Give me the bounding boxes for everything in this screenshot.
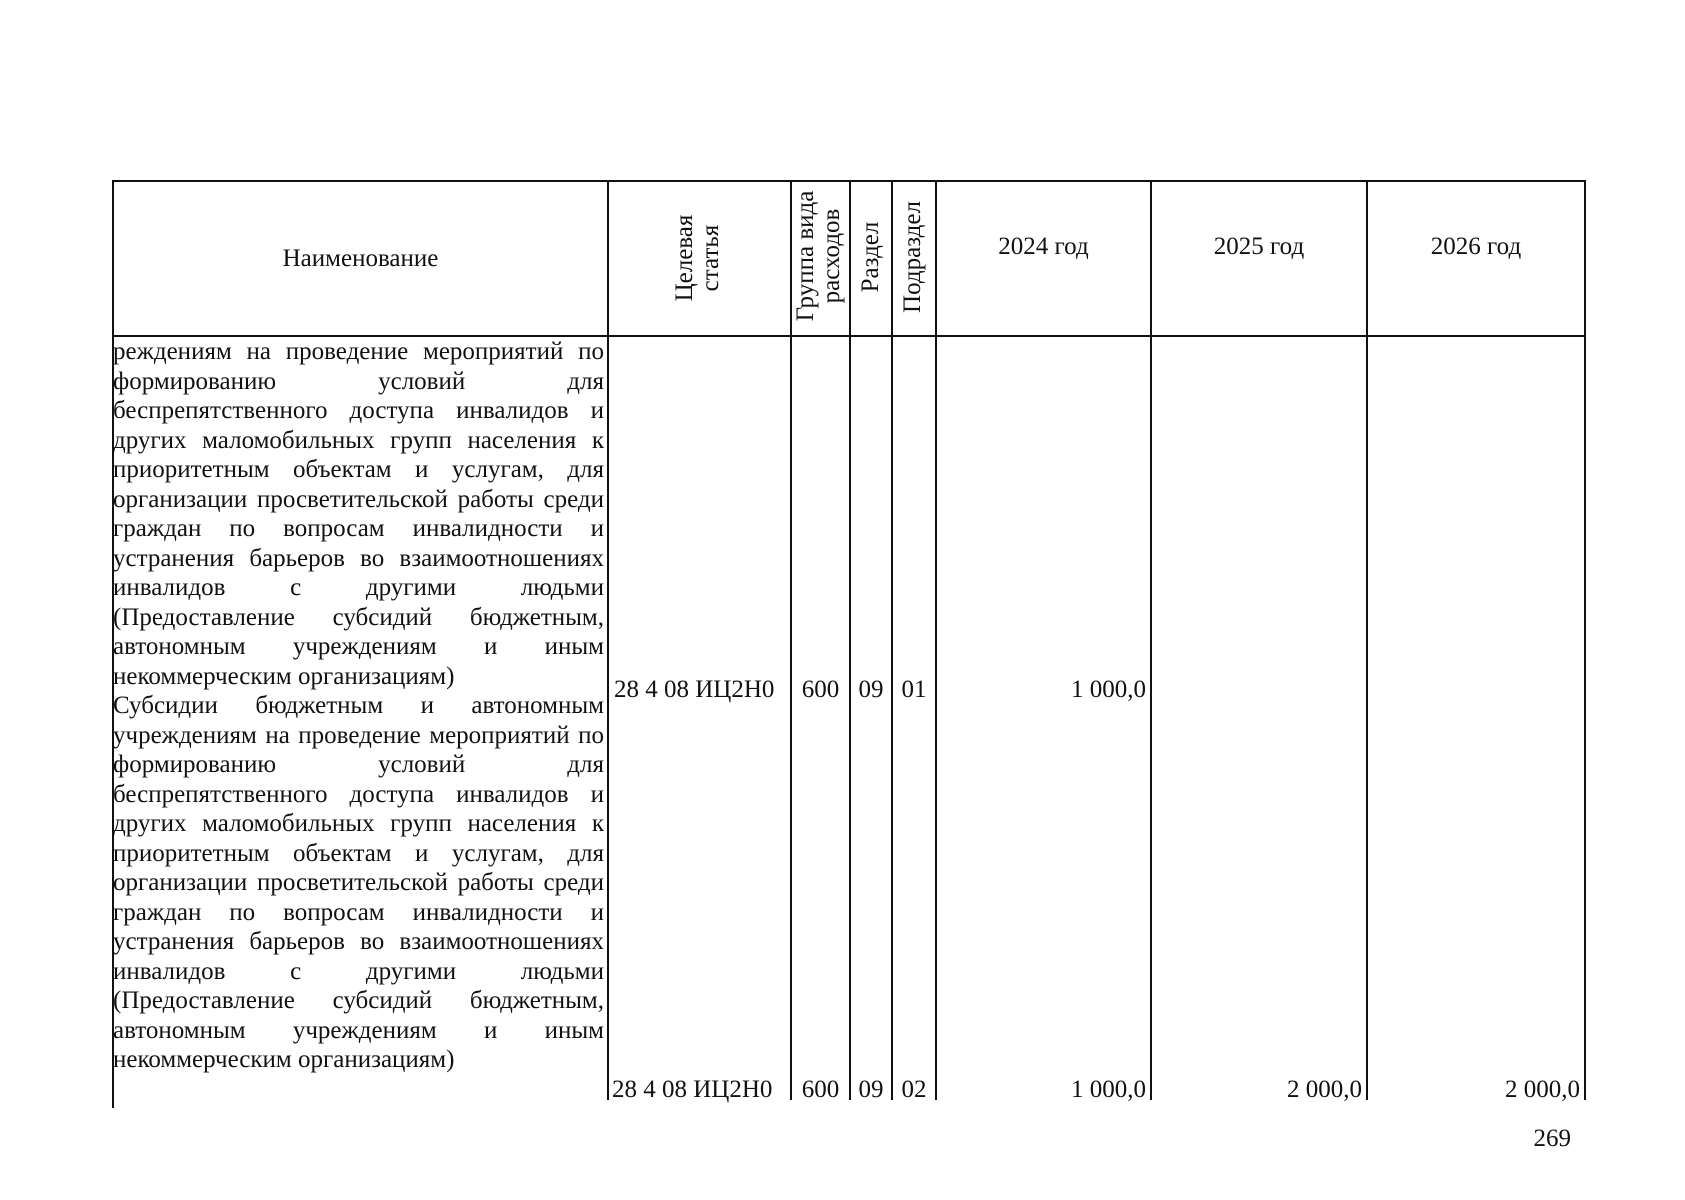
header-2026 — [1368, 182, 1584, 312]
col-border-subsection — [935, 180, 937, 1100]
header-subsection-text: Подраздел — [899, 201, 926, 313]
row-2-2026: 2 000,0 — [1505, 1076, 1580, 1103]
row-1-name: реждениям на проведение мероприятий по формированию условий для беспрепятственного доступа инвалидов и других маломобильных групп населения к приоритетным объектам и услугам, для организации просветительской работы среди граждан по вопросам инвалидности и устранения барьеров во взаимоотношениях инвалидов с другими людьми (Предоставление субсидий бюджетным, автономным учреждениям и иным некоммерческим организациям) — [113, 338, 604, 690]
header-target-article — [662, 181, 734, 335]
header-section — [856, 180, 886, 334]
row-2-section: 09 — [858, 1076, 884, 1103]
page-number: 269 — [1533, 1125, 1571, 1152]
row-2-expense-group: 600 — [801, 1076, 840, 1103]
header-section-text: Раздел — [857, 221, 884, 293]
col-border-group — [849, 180, 851, 1100]
header-name — [114, 182, 607, 335]
row-2-target-article: 28 4 08 ИЦ2Н0 — [612, 1076, 773, 1103]
header-expense-group-line2: расходов — [818, 208, 845, 304]
col-border-2025 — [1366, 180, 1368, 1100]
col-border-right — [1584, 180, 1586, 1100]
header-subsection — [898, 180, 928, 334]
row-1-target-article: 28 4 08 ИЦ2Н0 — [614, 676, 775, 703]
table-row-names — [113, 337, 604, 1075]
col-border-2024 — [1150, 180, 1152, 1100]
row-2-2025: 2 000,0 — [1287, 1076, 1362, 1103]
row-2-subsection: 02 — [901, 1076, 927, 1103]
header-target-article-line2: статья — [697, 224, 724, 292]
header-2024-text: 2024 год — [998, 233, 1089, 260]
header-2026-text: 2026 год — [1430, 233, 1522, 260]
row-1-expense-group: 600 — [801, 676, 840, 703]
header-target-article-line1: Целевая — [671, 214, 698, 302]
row-1-section: 09 — [858, 676, 884, 703]
header-2025-text: 2025 год — [1213, 233, 1305, 260]
col-border-name — [607, 180, 609, 1100]
header-expense-group — [790, 179, 848, 333]
row-1-2024: 1 000,0 — [1071, 676, 1146, 703]
header-2024 — [937, 182, 1150, 312]
row-2-name: Субсидии бюджетным и автономным учреждениям на проведение мероприятий по формированию условий для беспрепятственного доступа инвалидов и других маломобильных групп населения к приоритетным объектам и услугам, для организации просветительской работы среди граждан по вопросам инвалидности и устранения барьеров во взаимоотношениях инвалидов с другими людьми (Предоставление субсидий бюджетным, автономным учреждениям и иным некоммерческим организациям) — [113, 692, 604, 1073]
header-expense-group-line1: Группа вида — [792, 190, 819, 322]
header-2025 — [1152, 182, 1366, 312]
row-1-subsection: 01 — [901, 676, 927, 703]
row-2-2024: 1 000,0 — [1071, 1076, 1146, 1103]
col-border-section — [891, 180, 893, 1100]
header-name-text: Наименование — [282, 244, 439, 272]
